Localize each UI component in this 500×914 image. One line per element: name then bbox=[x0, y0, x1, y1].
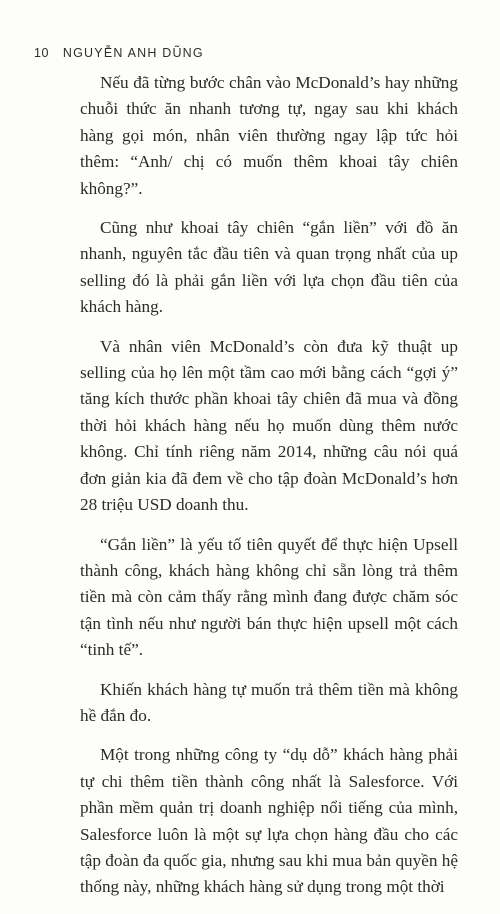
paragraph: Nếu đã từng bước chân vào McDonald’s hay những chuỗi thức ăn nhanh tương tự, ngay sau khi khách hàng gọi món, nhân viên thường ngay lập tức hỏi thêm: “Anh/ chị có muốn thêm khoai tây chiên không?”. bbox=[80, 73, 458, 198]
paragraph: Khiến khách hàng tự muốn trả thêm tiền mà không hề đắn đo. bbox=[80, 679, 458, 725]
paragraph: “Gắn liền” là yếu tố tiên quyết để thực hiện Upsell thành công, khách hàng không chỉ sẵn lòng trả thêm tiền mà còn cảm thấy rằng mình đang được chăm sóc tận tình nếu như người bán thực hiện upsell một cách “tinh tế”. bbox=[80, 534, 458, 660]
paragraph: Một trong những công ty “dụ dỗ” khách hàng phải tự chi thêm tiền thành công nhất là Salesforce. Với phần mềm quản trị doanh nghiệp nổi tiếng của mình, Salesforce luôn là một sự lựa chọn hàng đầu cho các tập đoàn đa quốc gia, nhưng sau khi mua bản quyền hệ thống này, những khách hàng sử dụng trong một thời bbox=[80, 745, 458, 897]
paragraph: Và nhân viên McDonald’s còn đưa kỹ thuật up selling của họ lên một tầm cao mới bằng cách “gợi ý” tăng kích thước phần khoai tây chiên đã mua và đồng thời hỏi khách hàng nếu họ muốn dùng thêm nước không. Chỉ tính riêng năm 2014, những câu nói quá đơn giản kia đã đem về cho tập đoàn McDonald’s hơn 28 triệu USD doanh thu. bbox=[80, 336, 458, 515]
author-name: NGUYỄN ANH DŨNG bbox=[62, 46, 204, 60]
paragraph: Cũng như khoai tây chiên “gắn liền” với đồ ăn nhanh, nguyên tắc đầu tiên và quan trọng nhất của up selling đó là phải gắn liền với lựa chọn đầu tiên của khách hàng. bbox=[80, 218, 458, 317]
page-number: 10 bbox=[34, 46, 49, 60]
body-text bbox=[80, 70, 458, 914]
running-head bbox=[34, 45, 204, 61]
